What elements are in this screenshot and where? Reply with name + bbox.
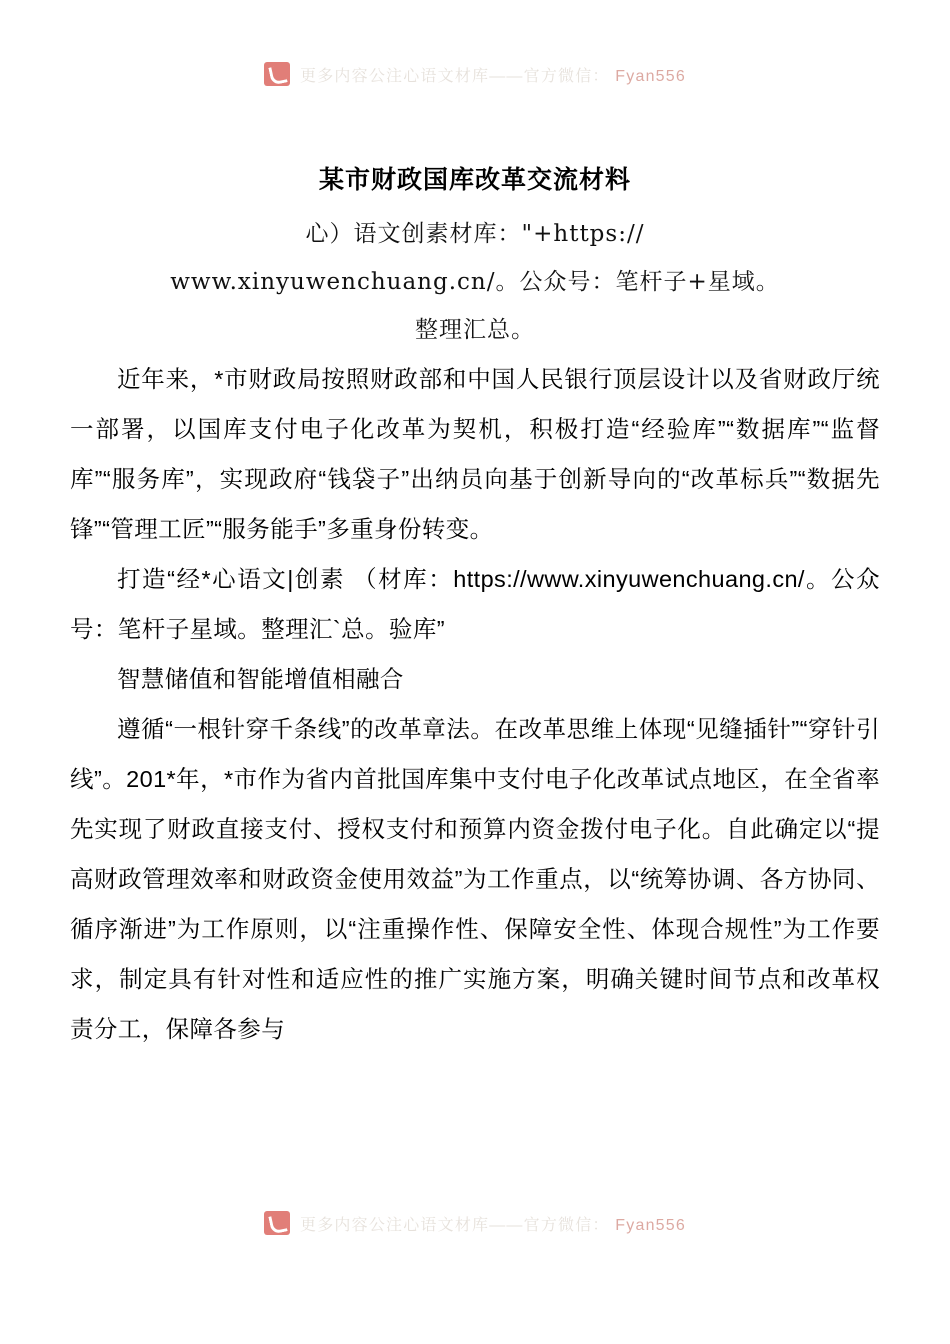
watermark-top xyxy=(0,57,950,91)
page-title: 某市财政国库改革交流材料 xyxy=(318,166,631,194)
subtitle-line-2: www.xinyuwenchuang.cn/。公众号：笔杆子+星域。 xyxy=(170,269,780,295)
watermark-bottom xyxy=(0,1206,950,1240)
body-paragraph-2: 打造“经*心语文|创素 （材库：https://www.xinyuwenchuang.cn/。公众号：笔杆子星域。整理汇`总。验库” xyxy=(70,566,880,642)
document-content xyxy=(70,160,880,1054)
watermark-text-accent: Fyan556 xyxy=(615,1216,686,1234)
watermark-text-plain: 更多内容公注心语文材库——官方微信： xyxy=(300,67,610,85)
watermark-text xyxy=(300,63,686,86)
watermark-text-accent: Fyan556 xyxy=(615,67,686,85)
subtitle-line-3: 整理汇总。 xyxy=(415,317,535,343)
body-paragraph-4: 遵循“一根针穿千条线”的改革章法。在改革思维上体现“见缝插针”“穿针引线”。201*年，*市作为省内首批国库集中支付电子化改革试点地区，在全省率先实现了财政直接支付、授权支付和预算内资金拨付电子化。自此确定以“提高财政管理效率和财政资金使用效益”为工作重点，以“统筹协调、各方协同、循序渐进”为工作原则，以“注重操作性、保障安全性、体现合规性”为工作要求，制定具有针对性和适应性的推广实施方案，明确关键时间节点和改革权责分工，保障各参与 xyxy=(70,716,880,1042)
watermark-logo-icon xyxy=(264,62,290,86)
watermark-logo-icon xyxy=(264,1211,290,1235)
subtitle-line-1: 心）语文创素材库："+https:// xyxy=(305,221,645,247)
watermark-text-plain: 更多内容公注心语文材库——官方微信： xyxy=(300,1216,610,1234)
watermark-text xyxy=(300,1212,686,1235)
body-paragraph-3: 智慧储值和智能增值相融合 xyxy=(117,666,404,692)
body-paragraph-1: 近年来，*市财政局按照财政部和中国人民银行顶层设计以及省财政厅统一部署，以国库支付电子化改革为契机，积极打造“经验库”“数据库”“监督库”“服务库”，实现政府“钱袋子”出纳员向基于创新导向的“改革标兵”“数据先锋”“管理工匠”“服务能手”多重身份转变。 xyxy=(70,366,880,542)
